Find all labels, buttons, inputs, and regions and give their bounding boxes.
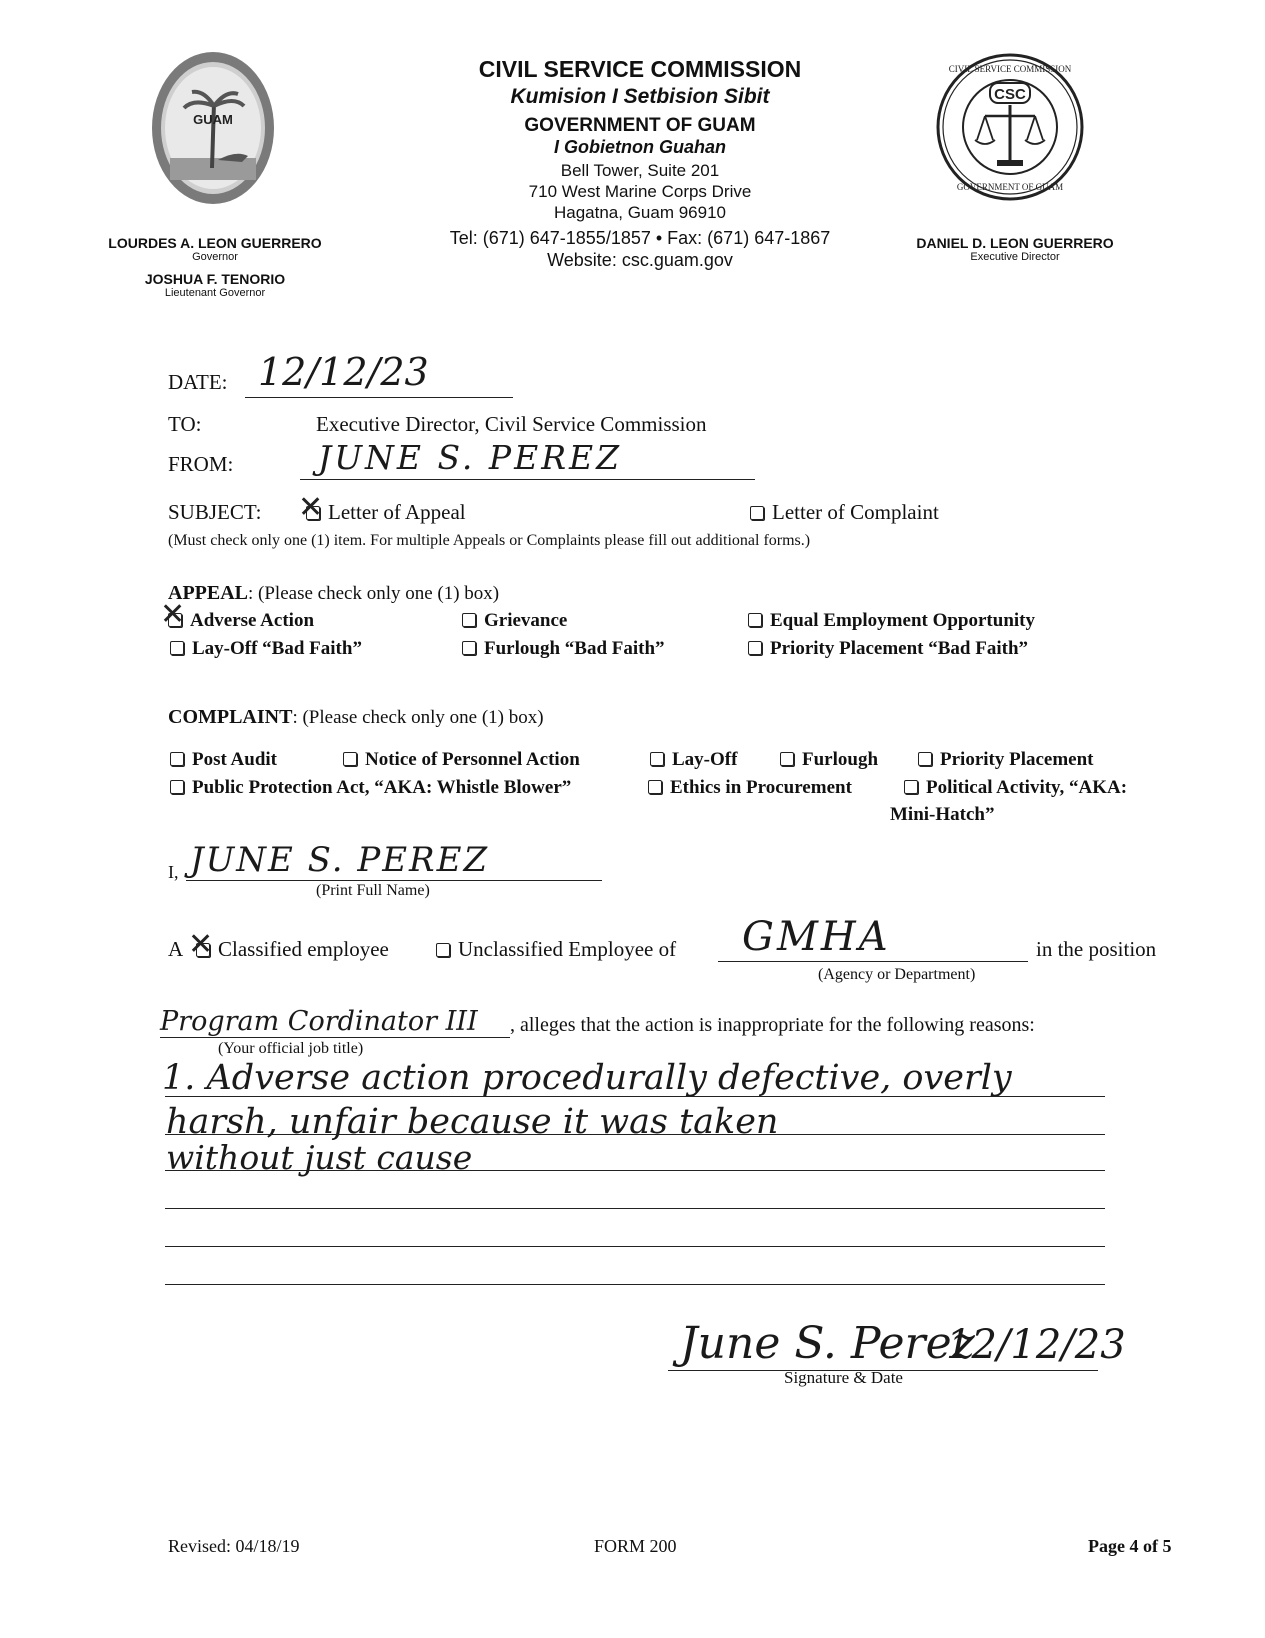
appeal-eeo-label: Equal Employment Opportunity [770, 610, 1035, 631]
csc-seal-text: CSC [994, 86, 1026, 103]
complaint-priority-placement-label: Priority Placement [940, 749, 1094, 770]
appeal-grievance[interactable] [462, 610, 567, 632]
address-line-2: 710 West Marine Corps Drive [528, 182, 752, 201]
complaint-furlough-checkbox[interactable] [780, 752, 794, 766]
complaint-layoff[interactable] [650, 749, 737, 771]
from-label: FROM: [168, 452, 234, 476]
director-name: DANIEL D. LEON GUERRERO [916, 235, 1114, 251]
lt-governor-title: Lieutenant Governor [164, 287, 266, 299]
governor-title: Governor [192, 251, 238, 263]
complaint-ethics[interactable] [648, 777, 852, 799]
classified-option[interactable] [196, 937, 389, 962]
signature-date: 12/12/23 [946, 1322, 1126, 1368]
form-number: FORM 200 [594, 1536, 677, 1556]
appeal-hint: : (Please check only one (1) box) [248, 583, 500, 604]
agency-line [718, 961, 1028, 962]
date-value: 12/12/23 [258, 350, 429, 394]
signature-caption: Signature & Date [784, 1368, 903, 1387]
appeal-layoff[interactable] [170, 638, 362, 660]
to-value: Executive Director, Civil Service Commission [316, 412, 707, 436]
complaint-layoff-checkbox[interactable] [650, 752, 664, 766]
csc-seal-ring-top: CIVIL SERVICE COMMISSION [948, 64, 1072, 74]
appeal-priority-placement-checkbox[interactable] [748, 641, 762, 655]
complaint-whistle-blower-checkbox[interactable] [170, 780, 184, 794]
address-line-3: Hagatna, Guam 96910 [553, 203, 726, 222]
appeal-priority-placement-label: Priority Placement “Bad Faith” [770, 638, 1029, 659]
date-line [245, 397, 513, 398]
subject-note: (Must check only one (1) item. For multiple Appeals or Complaints please fill out additional forms.) [168, 532, 811, 549]
alleges-text: , alleges that the action is inappropriate for the following reasons: [510, 1014, 1035, 1036]
classified-checkbox[interactable] [196, 943, 210, 957]
reason-rule-6 [165, 1284, 1105, 1285]
complaint-priority-placement-checkbox[interactable] [918, 752, 932, 766]
reason-line-1: 1. Adverse action procedurally defective, overly [162, 1058, 1012, 1098]
complaint-political-activity-checkbox[interactable] [904, 780, 918, 794]
appeal-adverse-action-checkbox[interactable] [168, 613, 182, 627]
governor-block [80, 235, 350, 299]
appeal-adverse-action[interactable] [168, 610, 314, 632]
csc-seal-ring-bottom: GOVERNMENT OF GUAM [956, 182, 1064, 192]
guam-seal-text: GUAM [193, 112, 233, 127]
subject-complaint-option[interactable] [750, 500, 939, 525]
appeal-furlough[interactable] [462, 638, 665, 660]
to-label: TO: [168, 412, 202, 436]
complaint-layoff-label: Lay-Off [672, 749, 738, 770]
complaint-ethics-label: Ethics in Procurement [670, 777, 852, 798]
director-title: Executive Director [970, 251, 1060, 263]
complaint-furlough[interactable] [780, 749, 878, 771]
complaint-post-audit-label: Post Audit [192, 749, 277, 770]
agency-value: GMHA [742, 914, 891, 960]
complaint-heading: COMPLAINT [168, 706, 293, 728]
commission-local: Kumision I Setbision Sibit [510, 85, 770, 108]
complaint-political-activity-label: Political Activity, “AKA: [926, 777, 1128, 798]
reason-rule-5 [165, 1246, 1105, 1247]
job-title-caption: (Your official job title) [218, 1040, 364, 1057]
lt-governor-name: JOSHUA F. TENORIO [144, 271, 286, 287]
contact-phone: Tel: (671) 647-1855/1857 • Fax: (671) 647-1867 [449, 228, 831, 248]
subject-appeal-option[interactable] [306, 500, 466, 525]
appeal-eeo[interactable] [748, 610, 1035, 632]
subject-label: SUBJECT: [168, 500, 262, 524]
in-position-label: in the position [1036, 937, 1157, 961]
from-value: JUNE S. PEREZ [318, 438, 623, 477]
complaint-priority-placement[interactable] [918, 749, 1094, 771]
full-name-value: JUNE S. PEREZ [190, 840, 490, 880]
unclassified-label: Unclassified Employee of [458, 937, 677, 961]
appeal-eeo-checkbox[interactable] [748, 613, 762, 627]
from-line [300, 479, 755, 480]
classified-label: Classified employee [218, 937, 389, 961]
subject-appeal-label: Letter of Appeal [328, 500, 466, 524]
signature-value: June S. Perez [680, 1318, 975, 1369]
complaint-hint: : (Please check only one (1) box) [292, 707, 544, 728]
complaint-post-audit-checkbox[interactable] [170, 752, 184, 766]
appeal-furlough-checkbox[interactable] [462, 641, 476, 655]
complaint-political-activity[interactable] [904, 777, 1127, 799]
a-label: A [168, 937, 184, 961]
full-name-line [186, 880, 602, 881]
appeal-adverse-action-label: Adverse Action [190, 610, 315, 631]
page-number: Page 4 of 5 [1088, 1536, 1172, 1556]
date-label: DATE: [168, 370, 228, 394]
reason-rule-1 [165, 1096, 1105, 1097]
complaint-ethics-checkbox[interactable] [648, 780, 662, 794]
government-local: I Gobietnon Guahan [554, 137, 726, 157]
complaint-whistle-blower-label: Public Protection Act, “AKA: Whistle Blower” [192, 777, 572, 798]
unclassified-checkbox[interactable] [436, 943, 450, 957]
print-full-name-caption: (Print Full Name) [316, 882, 430, 899]
subject-appeal-checkbox[interactable] [306, 506, 320, 520]
appeal-layoff-label: Lay-Off “Bad Faith” [192, 638, 362, 659]
reason-rule-4 [165, 1208, 1105, 1209]
complaint-npa-label: Notice of Personnel Action [365, 749, 580, 770]
revised-date: Revised: 04/18/19 [168, 1536, 300, 1556]
appeal-heading-row [168, 582, 499, 605]
header-center [400, 56, 880, 271]
governor-name: LOURDES A. LEON GUERRERO [108, 235, 322, 251]
complaint-political-activity-cont: Mini-Hatch” [890, 804, 995, 825]
appeal-priority-placement[interactable] [748, 638, 1028, 660]
website: Website: csc.guam.gov [547, 250, 733, 270]
address-line-1: Bell Tower, Suite 201 [560, 161, 720, 180]
reason-rule-3 [165, 1170, 1105, 1171]
appeal-grievance-checkbox[interactable] [462, 613, 476, 627]
commission-title: CIVIL SERVICE COMMISSION [478, 56, 802, 82]
guam-seal [148, 48, 278, 208]
complaint-heading-row [168, 706, 544, 729]
reason-rule-2 [165, 1134, 1105, 1135]
csc-seal [935, 52, 1085, 202]
appeal-heading: APPEAL [168, 582, 248, 604]
complaint-npa[interactable] [343, 749, 580, 771]
appeal-layoff-checkbox[interactable] [170, 641, 184, 655]
reason-line-2: harsh, unfair because it was taken [166, 1102, 779, 1142]
job-title-value: Program Cordinator III [160, 1006, 478, 1037]
reason-line-3: without just cause [166, 1138, 473, 1177]
unclassified-option[interactable] [436, 937, 676, 962]
complaint-post-audit[interactable] [170, 749, 277, 771]
appeal-grievance-label: Grievance [484, 610, 568, 631]
appeal-furlough-label: Furlough “Bad Faith” [484, 638, 665, 659]
complaint-whistle-blower[interactable] [170, 777, 571, 799]
subject-complaint-checkbox[interactable] [750, 506, 764, 520]
subject-complaint-label: Letter of Complaint [772, 500, 939, 524]
complaint-npa-checkbox[interactable] [343, 752, 357, 766]
i-label: I, [168, 862, 179, 882]
director-block [880, 235, 1150, 263]
agency-caption: (Agency or Department) [818, 966, 976, 983]
job-title-line [160, 1037, 510, 1038]
complaint-furlough-label: Furlough [802, 749, 879, 770]
government-title: GOVERNMENT OF GUAM [524, 115, 756, 136]
